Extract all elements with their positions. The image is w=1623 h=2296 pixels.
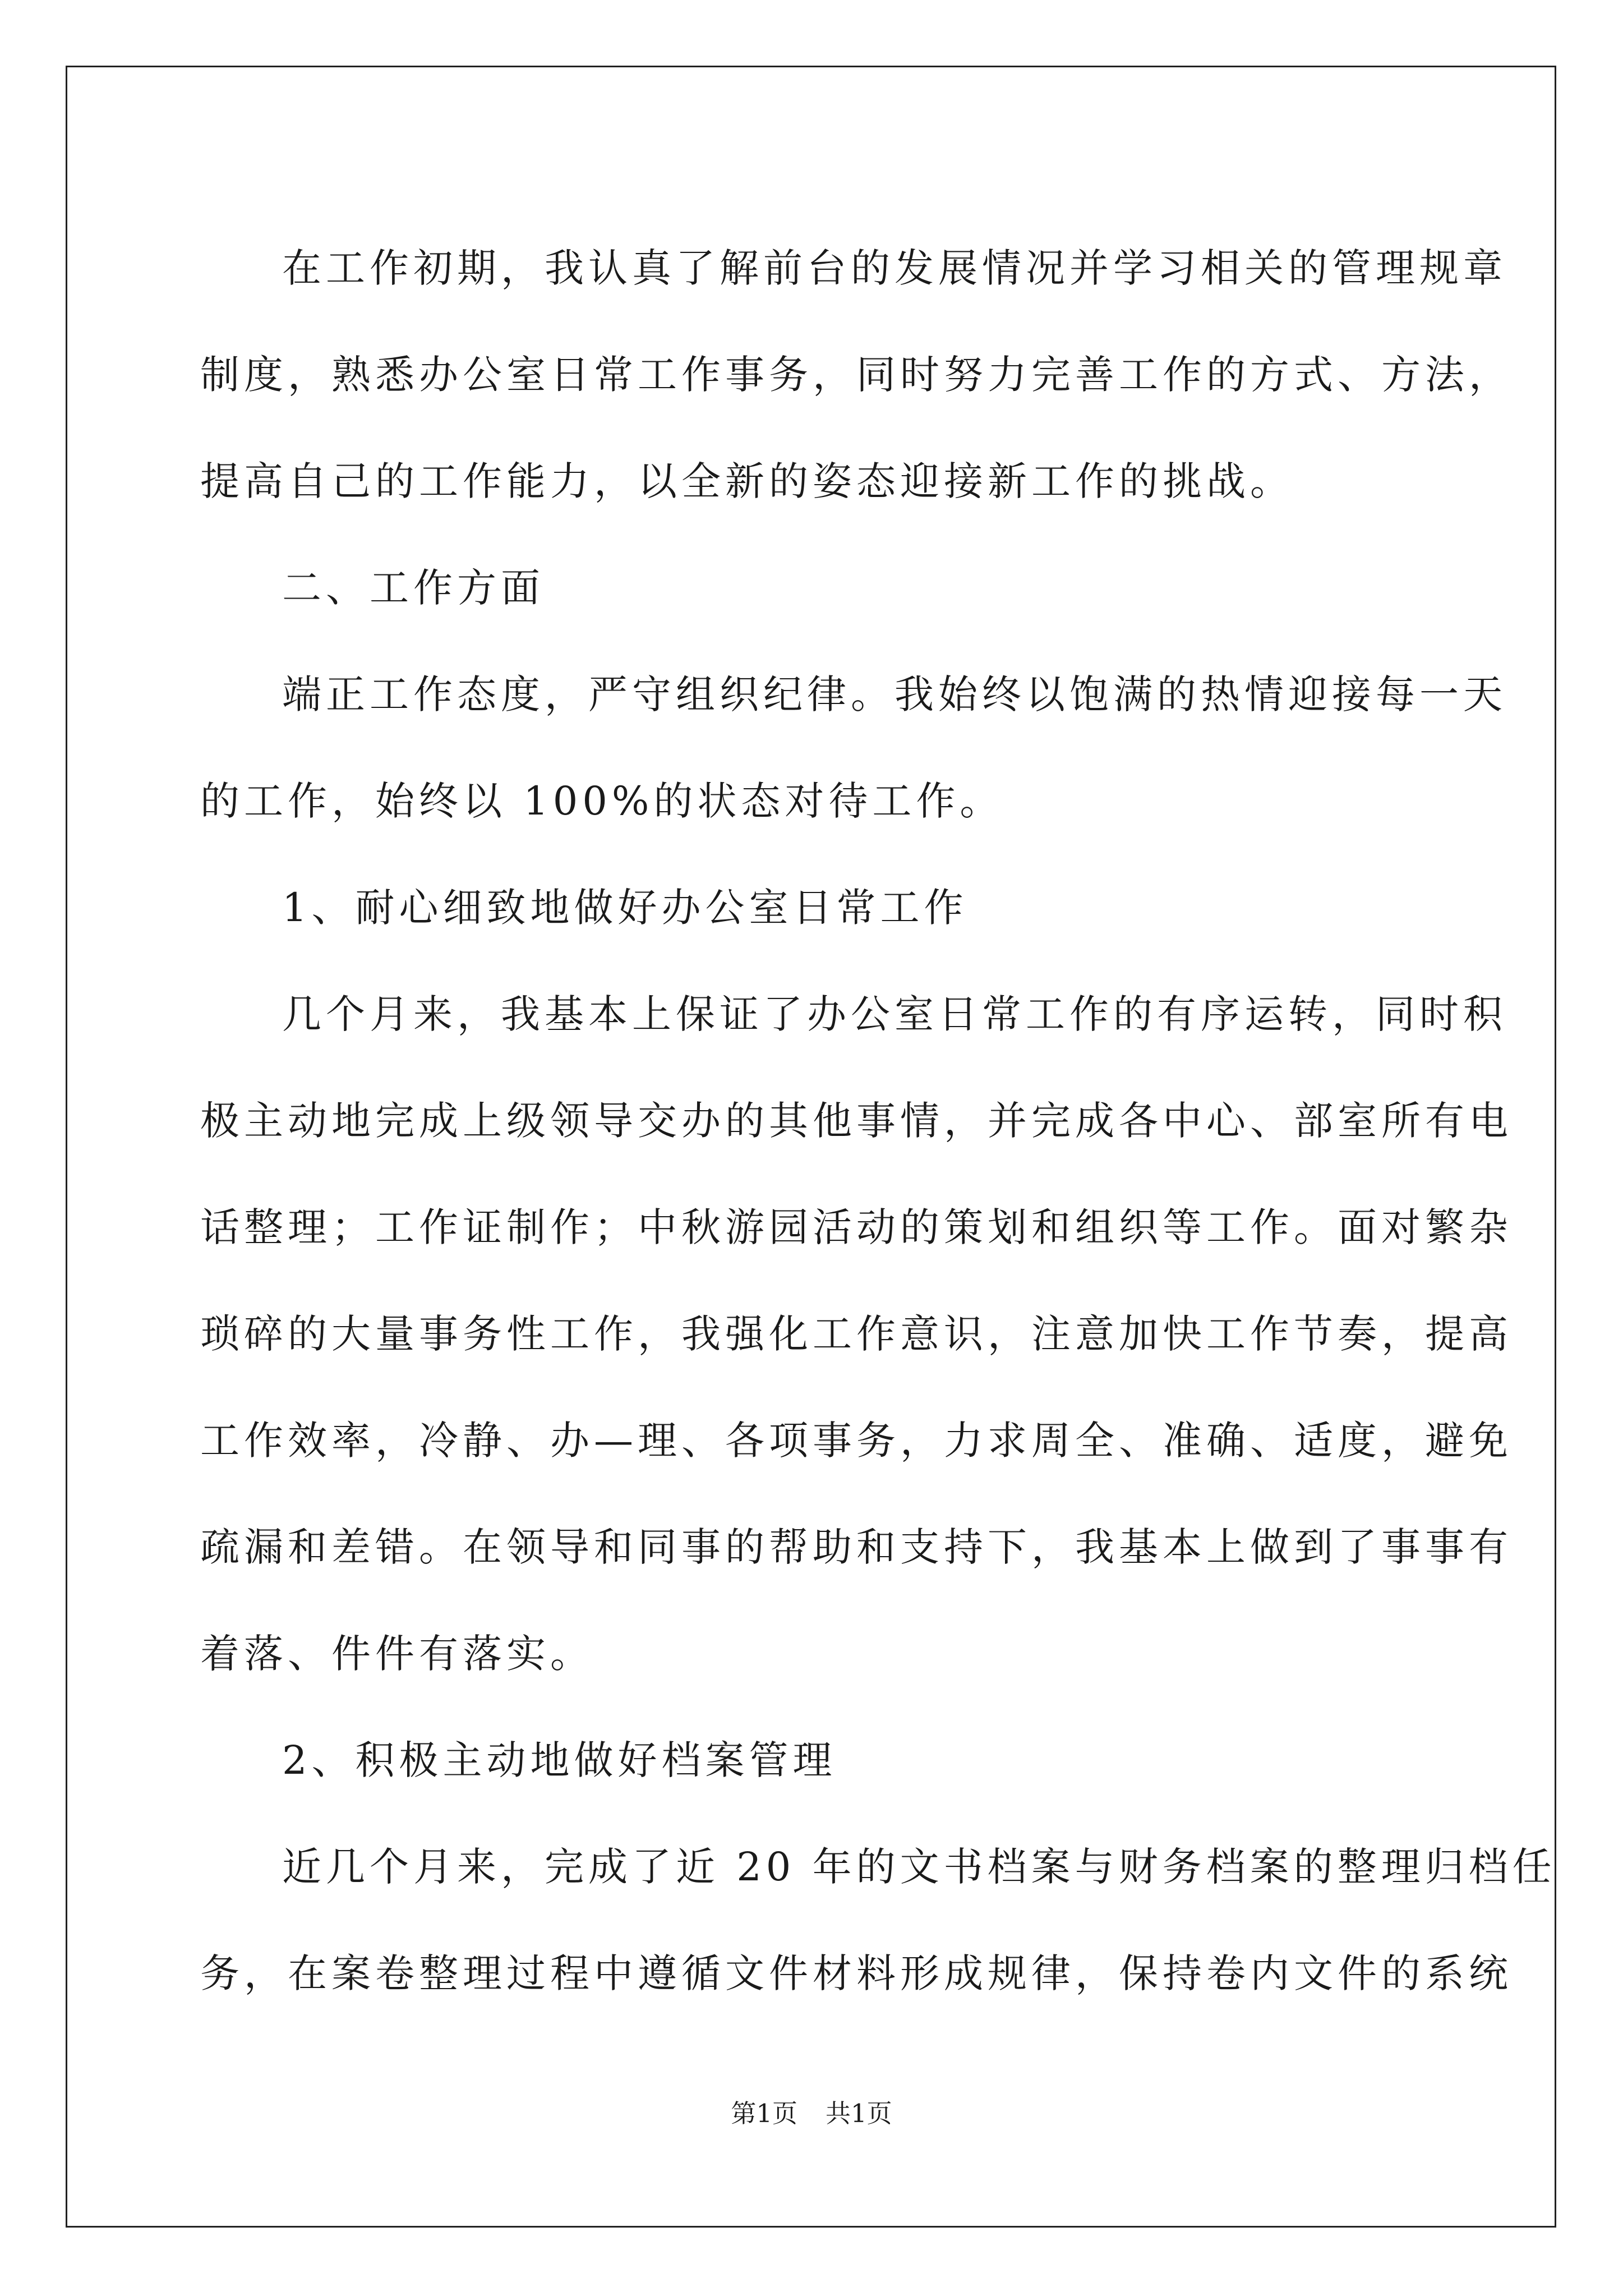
paragraph-line: 极主动地完成上级领导交办的其他事情，并完成各中心、部室所有电 [200, 1098, 1513, 1144]
paragraph-line: 着落、件件有落实。 [200, 1631, 594, 1677]
paragraph-line: 工作效率，冷静、办—理、各项事务，力求周全、准确、适度，避免 [200, 1418, 1513, 1464]
paragraph-line: 近几个月来，完成了近 20 年的文书档案与财务档案的整理归档任 [282, 1844, 1556, 1890]
paragraph-line: 琐碎的大量事务性工作，我强化工作意识，注意加快工作节奏，提高 [200, 1311, 1513, 1357]
paragraph-line: 话整理；工作证制作；中秋游园活动的策划和组织等工作。面对繁杂 [200, 1204, 1513, 1250]
page-number-current: 第1页 [731, 2099, 797, 2128]
paragraph-line: 疏漏和差错。在领导和同事的帮助和支持下，我基本上做到了事事有 [200, 1524, 1513, 1570]
paragraph-line: 几个月来，我基本上保证了办公室日常工作的有序运转，同时积 [282, 991, 1507, 1037]
section-heading: 二、工作方面 [282, 565, 545, 611]
paragraph-line: 的工作，始终以 100%的状态对待工作。 [200, 778, 1004, 824]
paragraph-line: 制度，熟悉办公室日常工作事务，同时努力完善工作的方式、方法， [200, 352, 1513, 398]
subsection-heading: 1、耐心细致地做好办公室日常工作 [282, 885, 968, 931]
page-footer [0, 2097, 1623, 2131]
document-body [200, 215, 1556, 2027]
subsection-heading: 2、积极主动地做好档案管理 [282, 1737, 837, 1783]
paragraph-line: 提高自己的工作能力，以全新的姿态迎接新工作的挑战。 [200, 458, 1294, 504]
page-number-total: 共1页 [826, 2099, 892, 2128]
paragraph-line: 端正工作态度，严守组织纪律。我始终以饱满的热情迎接每一天 [282, 671, 1507, 717]
paragraph-line: 在工作初期，我认真了解前台的发展情况并学习相关的管理规章 [282, 245, 1507, 291]
paragraph-line: 务，在案卷整理过程中遵循文件材料形成规律，保持卷内文件的系统 [200, 1950, 1513, 1996]
